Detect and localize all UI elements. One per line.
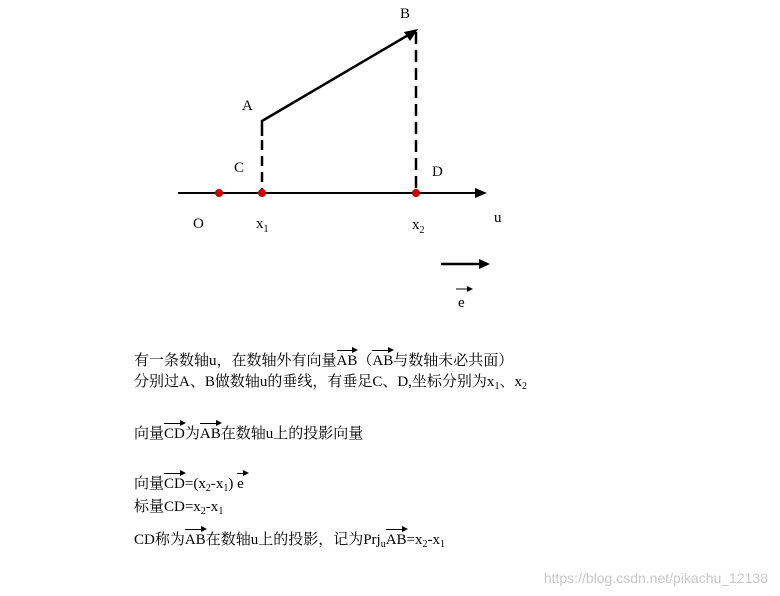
- vector-ab: AB: [336, 353, 358, 369]
- line-3: [134, 424, 363, 444]
- vector-ab: AB: [385, 532, 407, 548]
- line-4-text-c: -x: [210, 476, 224, 492]
- subscript: 2: [205, 483, 211, 494]
- subscript: 2: [422, 539, 428, 550]
- axis-u-arrowhead: [475, 188, 487, 198]
- subscript: 1: [494, 381, 500, 392]
- vector-cd: CD: [164, 476, 185, 492]
- watermark: https://blog.csdn.net/pikachu_12138: [543, 570, 768, 586]
- line-6-text-c: =x: [406, 532, 423, 548]
- subscript: 1: [440, 539, 446, 550]
- point-o: [215, 189, 223, 197]
- line-3-text-c: 在数轴u上的投影向量: [220, 426, 364, 442]
- line-3-text-a: 向量: [134, 426, 165, 442]
- unit-vector-e-arrowhead: [479, 259, 490, 269]
- line-4-text-d: ): [228, 476, 238, 492]
- subscript: 1: [223, 483, 229, 494]
- vector-e: e: [237, 474, 248, 494]
- subscript: u: [380, 539, 386, 550]
- subscript: 2: [200, 506, 206, 517]
- line-5-text-b: -x: [205, 499, 219, 515]
- e-label-overline-arrow: [467, 286, 473, 292]
- label-b: B: [400, 6, 411, 22]
- line-4-text-a: 向量: [134, 476, 165, 492]
- label-x1: $x_1$: [256, 216, 269, 235]
- subscript: 1: [218, 506, 224, 517]
- line-5: [134, 497, 223, 517]
- line-2-text-b: 、x: [499, 374, 522, 390]
- line-3-text-b: 为: [184, 426, 200, 442]
- vector-cd: CD: [164, 426, 185, 442]
- line-1-text-b: （: [357, 353, 373, 369]
- label-e: e: [458, 295, 465, 311]
- line-6-text-a: CD称为: [134, 532, 185, 548]
- vector-ab: AB: [184, 532, 206, 548]
- line-2-text-a: 分别过A、B做数轴u的垂线，有垂足C、D,坐标分别为x: [134, 374, 495, 390]
- label-u: u: [494, 210, 502, 226]
- vector-ab: AB: [372, 353, 394, 369]
- vector-ab: AB: [199, 426, 221, 442]
- line-4-text-b: =(x: [184, 476, 206, 492]
- label-c: C: [234, 160, 245, 176]
- line-6-text-b: 在数轴u上的投影，记为Prj: [205, 532, 381, 548]
- label-x2: $x_2$: [412, 217, 425, 236]
- point-c: [258, 189, 266, 197]
- line-6-text-d: -x: [427, 532, 441, 548]
- vector-ab-line: [262, 34, 410, 121]
- line-2: [134, 372, 527, 392]
- line-1: [134, 351, 513, 371]
- line-4: [134, 474, 248, 494]
- line-1-text-c: 与数轴未必共面）: [393, 353, 514, 369]
- line-6: [134, 530, 445, 550]
- point-d: [412, 189, 420, 197]
- label-o: O: [193, 216, 204, 232]
- subscript: 2: [521, 381, 527, 392]
- label-a: A: [242, 98, 253, 114]
- label-d: D: [432, 164, 443, 180]
- line-5-text-a: 标量CD=x: [134, 499, 201, 515]
- line-1-text-a: 有一条数轴u，在数轴外有向量: [134, 353, 337, 369]
